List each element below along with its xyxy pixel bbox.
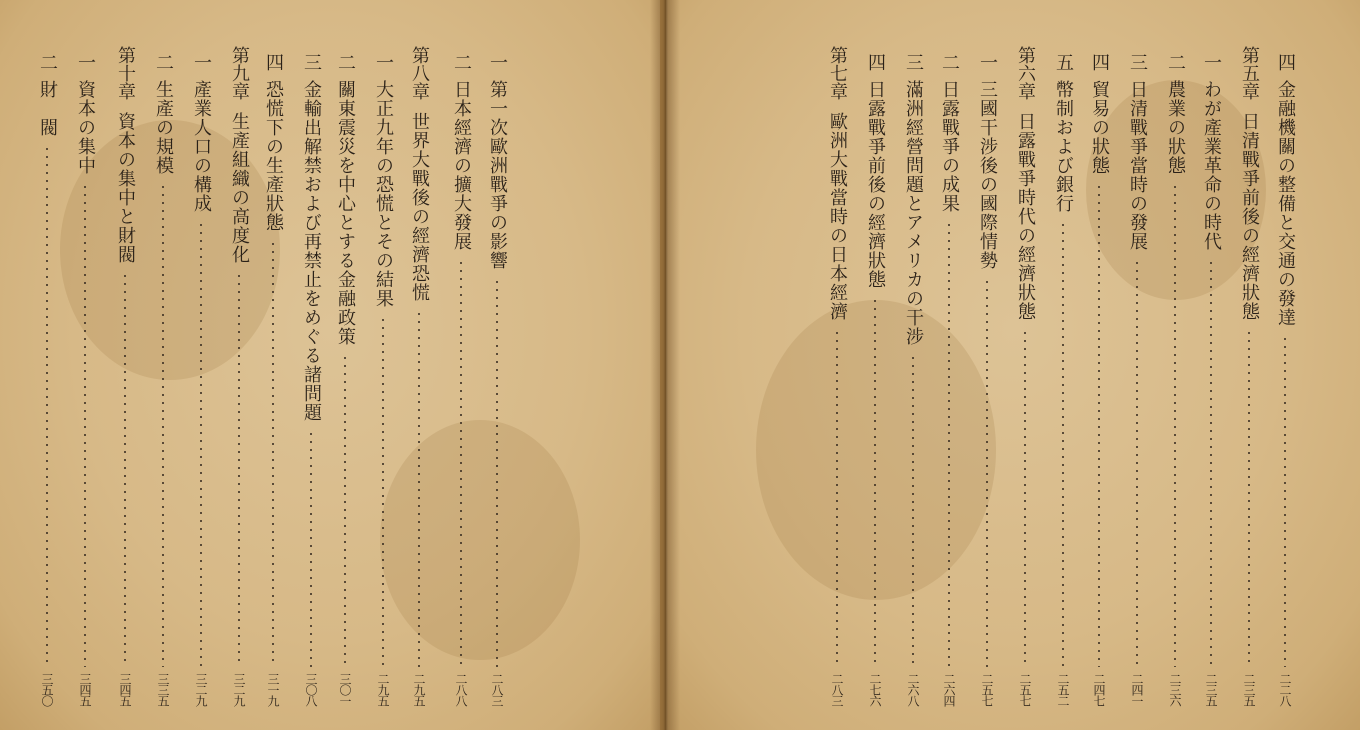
toc-section-entry xyxy=(972,46,1002,706)
chapter-title: 歐洲大戰當時の日本經濟 xyxy=(827,112,848,321)
dot-leader xyxy=(1284,335,1286,667)
dot-leader xyxy=(1062,221,1064,667)
section-number: 二 xyxy=(335,53,356,73)
page-number: 二六八 xyxy=(906,673,920,706)
section-title: 貿易の狀態 xyxy=(1089,80,1110,175)
section-title: 大正九年の恐慌とその結果 xyxy=(373,80,394,308)
page-number: 三〇八 xyxy=(304,673,318,706)
page-number: 二三五 xyxy=(1204,673,1218,706)
page-number: 三三五 xyxy=(156,673,170,706)
toc-section-entry xyxy=(330,46,360,706)
dot-leader xyxy=(986,278,988,667)
toc-section-entry xyxy=(148,46,178,706)
dot-leader xyxy=(344,354,346,667)
dot-leader xyxy=(836,329,838,667)
toc-section-entry xyxy=(258,46,288,706)
section-number: 一 xyxy=(75,53,96,73)
section-number: 二 xyxy=(939,53,960,73)
section-number: 二 xyxy=(153,53,174,73)
toc-section-entry xyxy=(1160,46,1190,706)
section-number: 四 xyxy=(865,53,886,73)
page-number: 二五二 xyxy=(1056,673,1070,706)
page-number: 二三六 xyxy=(1168,673,1182,706)
section-title: 農業の狀態 xyxy=(1165,80,1186,175)
dot-leader xyxy=(1174,183,1176,667)
section-number: 一 xyxy=(373,53,394,73)
page-number: 二九五 xyxy=(376,673,390,706)
toc-section-entry xyxy=(1048,46,1078,706)
section-number: 五 xyxy=(1053,53,1074,73)
page-number: 三二九 xyxy=(232,673,246,706)
toc-chapter-entry xyxy=(110,46,140,706)
toc-chapter-entry xyxy=(1234,46,1264,706)
section-number: 一 xyxy=(1201,53,1222,73)
page-number: 三一九 xyxy=(266,673,280,706)
page-number: 三二九 xyxy=(194,673,208,706)
toc-section-entry xyxy=(296,46,326,706)
section-title: 滿洲經營問題とアメリカの干涉 xyxy=(903,80,924,346)
page-number: 二八三 xyxy=(830,673,844,706)
chapter-number: 第十章 xyxy=(115,46,136,100)
chapter-title: 生產組織の高度化 xyxy=(229,112,250,264)
page-number: 二六四 xyxy=(942,673,956,706)
toc-chapter-entry xyxy=(822,46,852,706)
section-title: 產業人口の構成 xyxy=(191,80,212,213)
page-number: 二四一 xyxy=(1130,673,1144,706)
page-number: 二八三 xyxy=(490,673,504,706)
section-number: 二 xyxy=(451,53,472,73)
section-title: 財 閥 xyxy=(37,80,58,137)
page-number: 二八八 xyxy=(454,673,468,706)
page-number: 二二八 xyxy=(1278,673,1292,706)
dot-leader xyxy=(200,221,202,667)
section-title: 關東震災を中心とする金融政策 xyxy=(335,80,356,346)
section-title: 生產の規模 xyxy=(153,80,174,175)
section-number: 四 xyxy=(1089,53,1110,73)
dot-leader xyxy=(874,297,876,667)
dot-leader xyxy=(310,430,312,667)
chapter-title: 世界大戰後の經濟恐慌 xyxy=(409,112,430,302)
section-title: 日露戰爭前後の經濟狀態 xyxy=(865,80,886,289)
dot-leader xyxy=(460,259,462,667)
toc-section-entry xyxy=(32,46,62,706)
section-title: 幣制および銀行 xyxy=(1053,80,1074,213)
page-number: 二五七 xyxy=(980,673,994,706)
page-number: 三四五 xyxy=(118,673,132,706)
dot-leader xyxy=(238,272,240,667)
dot-leader xyxy=(1136,259,1138,667)
right-page xyxy=(666,0,1360,730)
section-number: 四 xyxy=(263,53,284,73)
page-number: 二五七 xyxy=(1018,673,1032,706)
section-number: 二 xyxy=(37,53,58,73)
chapter-number: 第五章 xyxy=(1239,46,1260,100)
page-number: 二三五 xyxy=(1242,673,1256,706)
toc-section-entry xyxy=(1270,46,1300,706)
section-number: 二 xyxy=(1165,53,1186,73)
dot-leader xyxy=(1024,329,1026,667)
section-number: 一 xyxy=(977,53,998,73)
toc-section-entry xyxy=(368,46,398,706)
dot-leader xyxy=(1248,329,1250,667)
page-number: 二九五 xyxy=(412,673,426,706)
toc-section-entry xyxy=(1196,46,1226,706)
toc-chapter-entry xyxy=(404,46,434,706)
dot-leader xyxy=(418,310,420,667)
section-title: 資本の集中 xyxy=(75,80,96,175)
dot-leader xyxy=(382,316,384,667)
chapter-number: 第八章 xyxy=(409,46,430,100)
section-number: 一 xyxy=(487,53,508,73)
dot-leader xyxy=(46,145,48,667)
section-number: 三 xyxy=(301,53,322,73)
dot-leader xyxy=(272,240,274,667)
toc-section-entry xyxy=(186,46,216,706)
toc-section-entry xyxy=(70,46,100,706)
section-number: 三 xyxy=(903,53,924,73)
toc-section-entry xyxy=(860,46,890,706)
toc-section-entry xyxy=(898,46,928,706)
page-number: 二七六 xyxy=(868,673,882,706)
toc-section-entry xyxy=(482,46,512,706)
section-title: 三國干涉後の國際情勢 xyxy=(977,80,998,270)
chapter-number: 第七章 xyxy=(827,46,848,100)
section-title: 金融機關の整備と交通の發達 xyxy=(1275,80,1296,327)
dot-leader xyxy=(948,221,950,667)
section-title: 第一次歐洲戰爭の影響 xyxy=(487,80,508,270)
section-title: 金輸出解禁および再禁止をめぐる諸問題 xyxy=(301,80,322,422)
section-title: わが產業革命の時代 xyxy=(1201,80,1222,251)
left-page xyxy=(0,0,660,730)
section-title: 日本經濟の擴大發展 xyxy=(451,80,472,251)
chapter-title: 日露戰爭時代の經濟狀態 xyxy=(1015,112,1036,321)
section-number: 一 xyxy=(191,53,212,73)
dot-leader xyxy=(1098,183,1100,667)
toc-section-entry xyxy=(934,46,964,706)
page-number: 三〇一 xyxy=(338,673,352,706)
toc-section-entry xyxy=(446,46,476,706)
toc-chapter-entry xyxy=(1010,46,1040,706)
section-title: 日露戰爭の成果 xyxy=(939,80,960,213)
page-number: 三四五 xyxy=(78,673,92,706)
dot-leader xyxy=(1210,259,1212,667)
dot-leader xyxy=(124,272,126,667)
dot-leader xyxy=(162,183,164,667)
dot-leader xyxy=(496,278,498,667)
chapter-number: 第六章 xyxy=(1015,46,1036,100)
chapter-title: 資本の集中と財閥 xyxy=(115,112,136,264)
toc-section-entry xyxy=(1084,46,1114,706)
chapter-number: 第九章 xyxy=(229,46,250,100)
dot-leader xyxy=(84,183,86,667)
section-title: 恐慌下の生產狀態 xyxy=(263,80,284,232)
toc-section-entry xyxy=(1122,46,1152,706)
section-number: 三 xyxy=(1127,53,1148,73)
dot-leader xyxy=(912,354,914,667)
page-number: 三五〇 xyxy=(40,673,54,706)
page-number: 二四七 xyxy=(1092,673,1106,706)
section-title: 日清戰爭當時の發展 xyxy=(1127,80,1148,251)
chapter-title: 日清戰爭前後の經濟狀態 xyxy=(1239,112,1260,321)
toc-chapter-entry xyxy=(224,46,254,706)
section-number: 四 xyxy=(1275,53,1296,73)
